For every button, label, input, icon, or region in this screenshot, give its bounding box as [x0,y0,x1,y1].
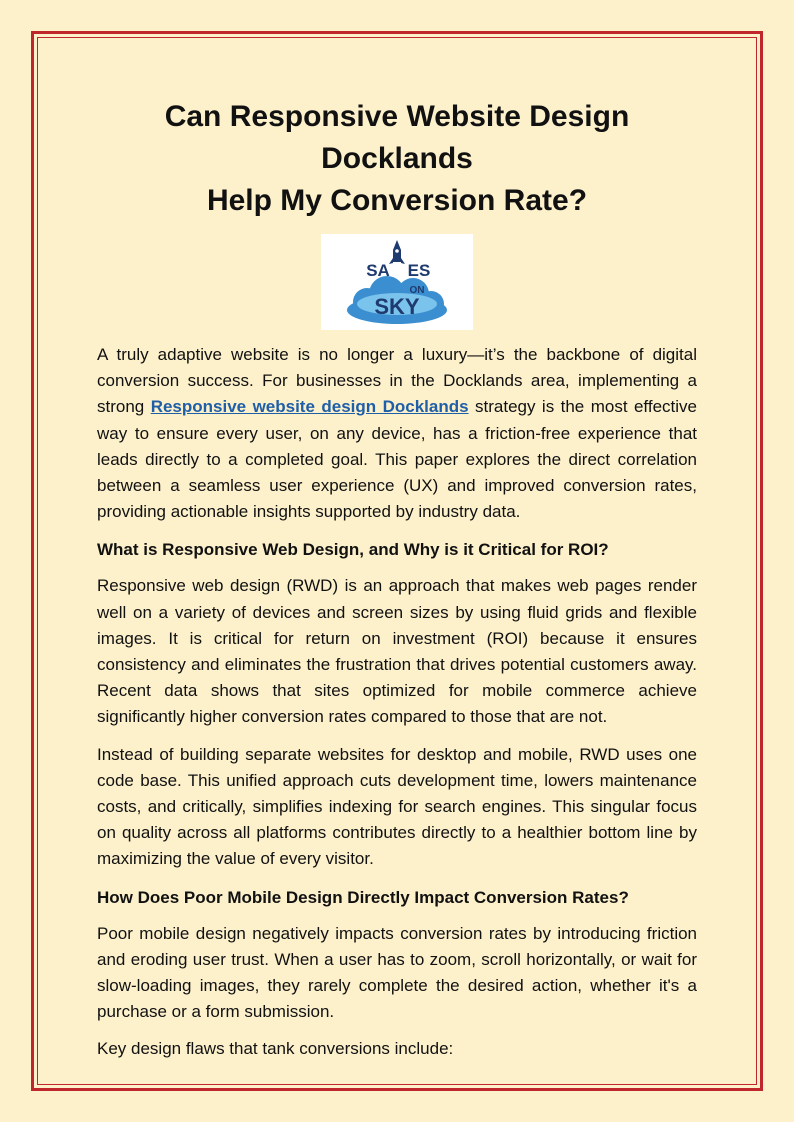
section1-heading: What is Responsive Web Design, and Why is it Critical for ROI? [97,540,609,560]
intro-text-after: strategy is the most effective way to ensure every user, on any device, has a friction-free experience that leads directly to a completed goal. This paper explores the direct correlation between a seamless user experience (UX) and improved conversion rates, providing actionable insights supported by industry data. [97,397,697,522]
rocket-icon [389,240,405,264]
section2-paragraph-2: Key design flaws that tank conversions include: [97,1039,454,1059]
section2-paragraph-1: Poor mobile design negatively impacts conversion rates by introducing friction and eroding user trust. When a user has to zoom, scroll horizontally, or wait for slow-loading images, they rarely complete the desired action, whether it's a purchase or a form submission. [97,923,697,1022]
section1-paragraph-2: Instead of building separate websites for desktop and mobile, RWD uses one code base. This unified approach cuts development time, lowers maintenance costs, and critically, simplifies indexing for search engines. This singular focus on quality across all platforms contributes directly to a healthier bottom line by maximizing the value of every visitor. [97,744,697,869]
sales-on-sky-logo [321,234,473,330]
title-line-1: Can Responsive Website Design Docklands [164,100,630,175]
section1-paragraph-1: Responsive web design (RWD) is an approach that makes web pages render well on a variety of devices and screen sizes by using fluid grids and flexible images. It is critical for return on investment (ROI) because it ensures consistency and eliminates the frustration that drives potential customers away. Recent data shows that sites optimized for mobile commerce achieve significantly higher conversion rates compared to those that are not. [97,576,697,727]
document-body [97,96,697,1063]
intro-text-before: A truly adaptive website is no longer a luxury—it’s the backbone of digital conversion success. For businesses in the Docklands area, implementing a strong [97,345,697,417]
intro-paragraph [97,342,697,525]
page-title [97,96,697,222]
logo-text-sky: SKY [374,294,420,319]
logo-graphic [321,234,473,330]
section2-heading: How Does Poor Mobile Design Directly Impact Conversion Rates? [97,887,629,907]
responsive-design-link[interactable]: Responsive website design Docklands [150,397,469,417]
title-line-2: Help My Conversion Rate? [206,184,588,217]
logo-text-on: ON [409,285,425,296]
logo-text-es: ES [407,261,431,280]
logo-text-sa: SA [366,261,390,280]
